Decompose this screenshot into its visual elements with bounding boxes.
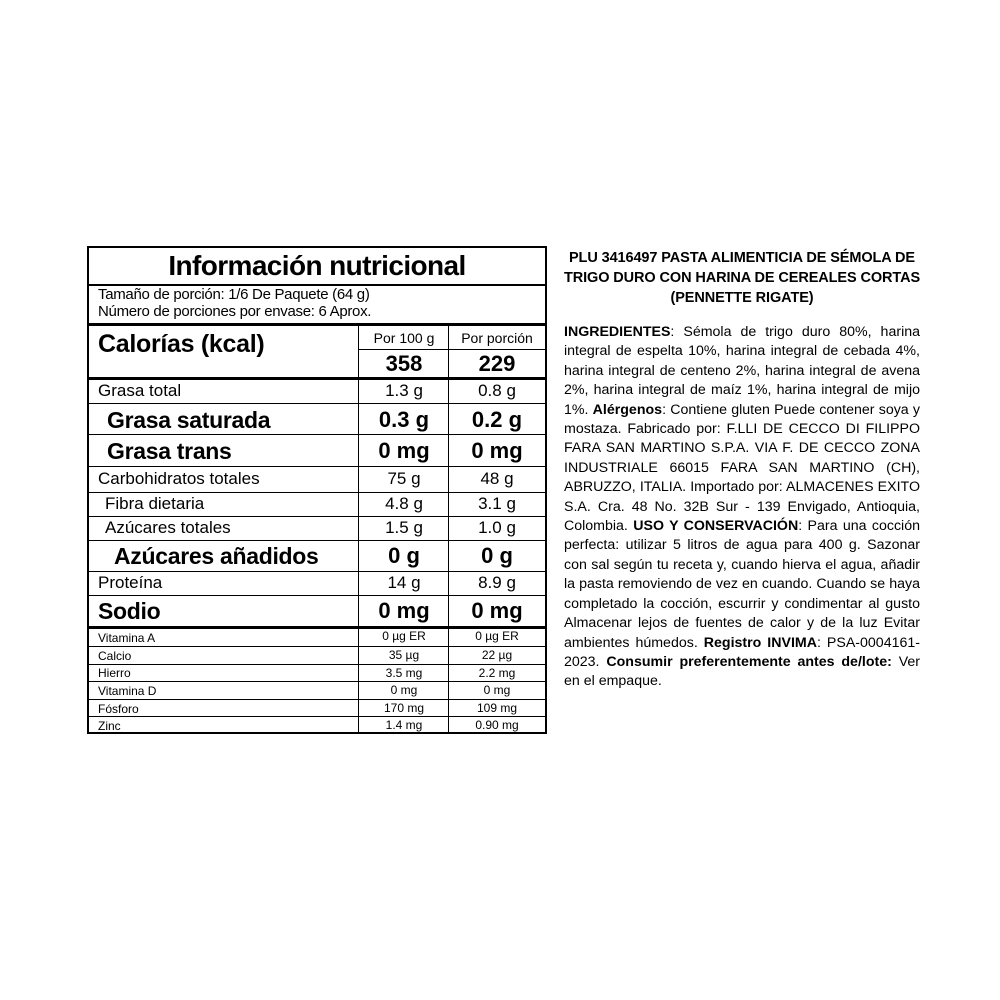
nutrition-title: Información nutricional [89,248,545,286]
micronutrient-perserving: 0 µg ER [475,629,519,643]
nutrient-label: Azúcares añadidos [114,543,319,569]
nutrient-per100: 75 g [387,469,421,488]
nutrient-per100: 0 mg [378,438,430,463]
serving-size: Tamaño de porción: 1/6 De Paquete (64 g) [98,286,370,303]
nutrient-label: Fibra dietaria [105,494,205,513]
micronutrient-label: Vitamina D [98,684,157,698]
micronutrient-perserving: 0 mg [483,683,511,697]
micronutrient-perserving: 109 mg [476,701,518,715]
micronutrient-per100: 3.5 mg [385,666,423,680]
divider [89,403,545,404]
calories-perserving: 229 [478,351,516,376]
calories-per100: 358 [385,351,423,376]
micronutrient-per100: 35 µg [388,648,420,662]
nutrient-perserving: 1.0 g [478,518,516,537]
nutrient-perserving: 48 g [480,469,514,488]
registry-heading: Registro INVIMA [703,634,817,651]
column-divider [358,325,359,732]
nutrient-per100: 4.8 g [385,494,423,513]
ingredients-text: : Sémola de trigo duro 80%, harina integral de espelta 10%, harina integral de cebada 4%, harina integral de centeno 2%, harina integral de avena 2%, harina integral de maíz 1%, harina integral de mijo 1%. [564,324,920,418]
nutrient-perserving: 3.1 g [478,494,516,513]
allergens-text: : Contiene gluten Puede contener soya y mostaza. Fabricado por: F.LLI DE CECCO DI FILIPPO FARA SAN MARTINO S.P.A. VIA F. DE CECCO ZONA INDUSTRIALE 66015 FARA SAN MARTINO (CH), ABRUZZO, ITALIA. Importado por: ALMACENES EXITO S.A. Cra. 48 No. 32B Sur - 139 Envigado, Antioquia, Colombia. [564,401,920,535]
per100-header: Por 100 g [373,330,435,346]
micronutrient-per100: 0 mg [390,683,418,697]
nutrient-perserving: 0 mg [471,598,523,623]
micronutrient-label: Calcio [98,649,132,663]
micronutrient-perserving: 2.2 mg [478,666,516,680]
nutrient-perserving: 0.2 g [471,407,523,432]
perserving-header: Por porción [461,330,533,346]
divider [89,681,545,682]
nutrient-perserving: 0.8 g [478,381,516,400]
divider [89,516,545,517]
micronutrient-label: Fósforo [98,702,139,716]
nutrient-per100: 0 mg [378,598,430,623]
nutrient-per100: 14 g [387,573,421,592]
divider [89,699,545,700]
nutrient-per100: 0 g [388,543,420,568]
nutrition-facts-table [87,246,547,734]
nutrient-per100: 0.3 g [378,407,430,432]
divider [359,349,547,350]
allergens-heading: Alérgenos [592,401,663,418]
registry-text: : PSA-0004161-2023. [564,634,920,670]
micronutrient-label: Zinc [98,719,121,733]
bestbefore-heading: Consumir preferentemente antes de/lote: [606,653,892,670]
nutrient-label: Grasa trans [107,438,232,464]
nutrient-perserving: 0 g [481,543,513,568]
bestbefore-text: Ver en el empaque. [564,653,920,690]
nutrient-perserving: 8.9 g [478,573,516,592]
divider [89,571,545,572]
nutrient-label: Azúcares totales [105,518,231,537]
divider [89,646,545,647]
nutrient-perserving: 0 mg [471,438,523,463]
micronutrient-per100: 0 µg ER [382,629,426,643]
nutrient-per100: 1.5 g [385,518,423,537]
micronutrient-label: Hierro [98,666,131,680]
product-title: PLU 3416497 PASTA ALIMENTICIA DE SÉMOLA DE TRIGO DURO CON HARINA DE CEREALES CORTAS (PENNETTE RIGATE) [563,250,921,306]
ingredients-heading: INGREDIENTES [564,324,671,340]
divider [89,716,545,717]
micronutrient-label: Vitamina A [98,631,156,645]
serving-info [98,286,371,320]
product-description [564,323,920,692]
nutrient-per100: 1.3 g [385,381,423,400]
divider [89,466,545,467]
use-text: : Para una cocción perfecta: utilizar 5 litros de agua para 400 g. Sazonar con sal según tu receta y, cuando hierva el agua, añadir la pasta removiendo de vez en cuando. Cuando se haya completado la cocción, escurrir y condimentar al gusto Almacenar lejos de fuentes de calor y de la luz Evitar ambientes húmedos. [564,518,920,651]
divider [89,492,545,493]
divider [89,377,545,380]
nutrient-label: Proteína [98,573,163,592]
nutrient-label: Sodio [98,598,161,624]
nutrient-label: Grasa saturada [107,407,271,433]
divider [89,664,545,665]
divider [89,323,545,326]
divider [89,434,545,435]
calories-label: Calorías (kcal) [98,330,265,358]
micronutrient-perserving: 0.90 mg [475,718,519,732]
divider [89,540,545,541]
nutrient-label: Carbohidratos totales [98,469,260,488]
micronutrient-perserving: 22 µg [481,648,513,662]
micronutrient-per100: 1.4 mg [385,718,423,732]
servings-per-container: Número de porciones por envase: 6 Aprox. [98,303,372,320]
use-heading: USO Y CONSERVACIÓN [633,518,799,535]
micronutrient-per100: 170 mg [383,701,425,715]
nutrient-label: Grasa total [98,381,182,400]
divider [89,595,545,596]
